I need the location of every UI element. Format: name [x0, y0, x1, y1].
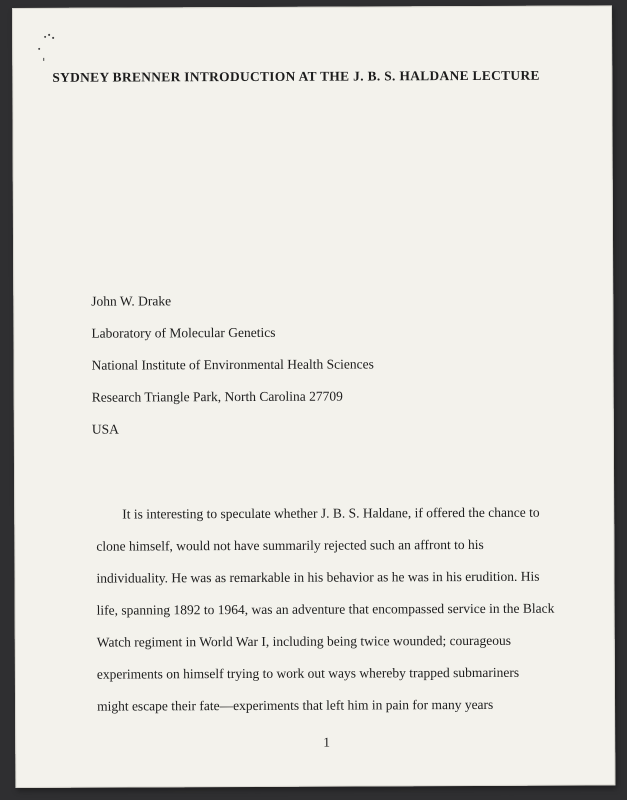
author-institute: National Institute of Environmental Health Sciences — [91, 356, 374, 373]
author-name: John W. Drake — [91, 293, 172, 309]
body-paragraph-line: clone himself, would not have summarily rejected such an affront to his — [96, 536, 484, 554]
body-paragraph-line: Watch regiment in World War I, including being twice wounded; courageous — [96, 632, 512, 650]
body-paragraph-line: experiments on himself trying to work out ways whereby trapped submariners — [96, 664, 520, 682]
author-laboratory: Laboratory of Molecular Genetics — [91, 324, 276, 341]
body-paragraph-line: It is interesting to speculate whether J. B. S. Haldane, if offered the chance to — [122, 504, 540, 522]
paper-specks-decoration — [36, 32, 66, 62]
document-page — [12, 5, 615, 788]
document-title: SYDNEY BRENNER INTRODUCTION AT THE J. B. S. HALDANE LECTURE — [52, 67, 540, 85]
body-paragraph-line: life, spanning 1892 to 1964, was an adventure that encompassed service in the Black — [96, 600, 555, 618]
author-country: USA — [91, 421, 119, 437]
body-paragraph-line: individuality. He was as remarkable in his behavior as he was in his erudition. His — [96, 568, 540, 586]
author-address: Research Triangle Park, North Carolina 27709 — [91, 388, 343, 405]
page-number: 1 — [323, 734, 330, 750]
body-paragraph-line: might escape their fate—experiments that left him in pain for many years — [97, 696, 494, 714]
